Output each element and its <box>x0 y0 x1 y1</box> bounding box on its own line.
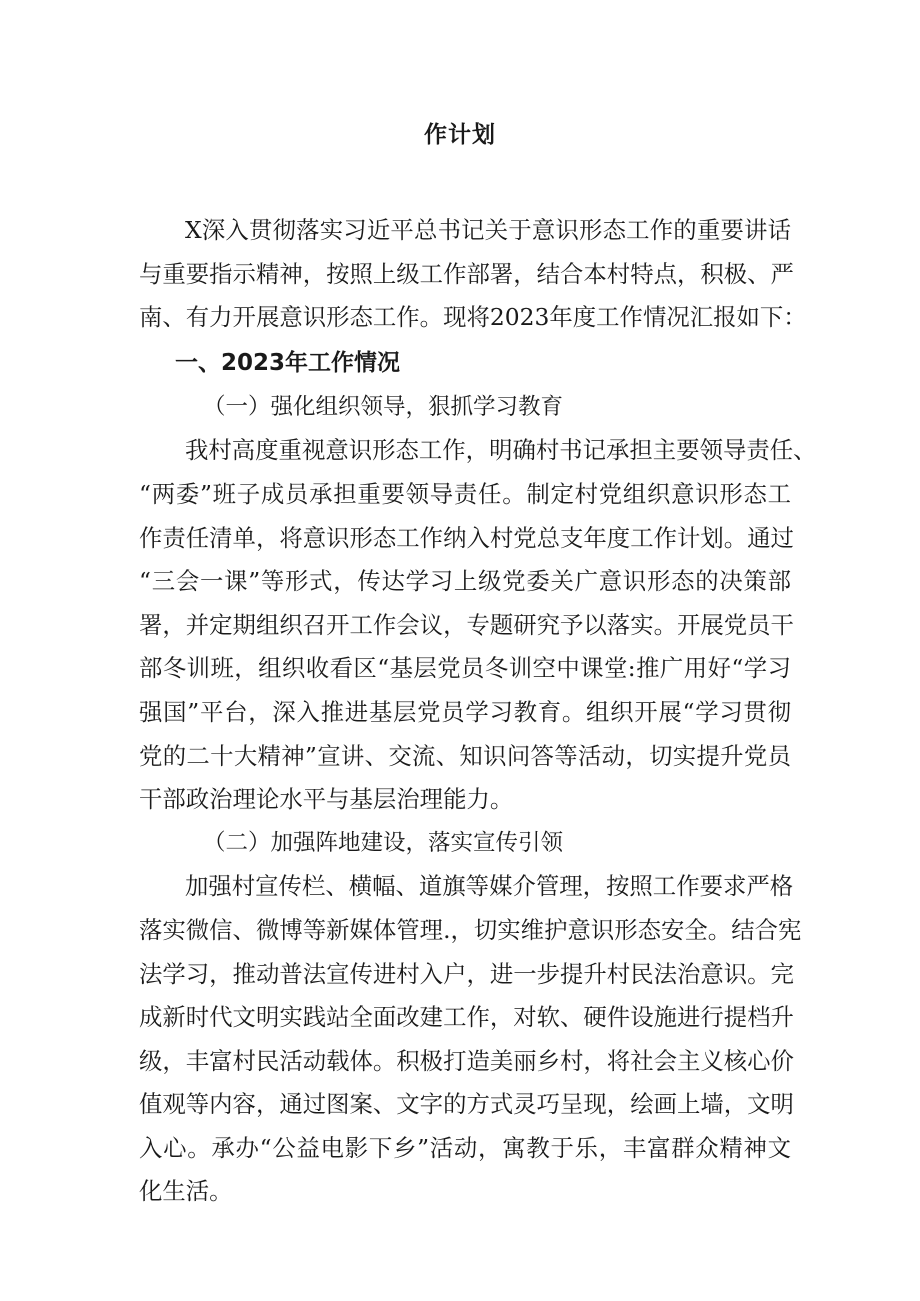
paragraph-line: 值观等内容，通过图案、文字的方式灵巧呈现，绘画上墙，文明 <box>139 1090 794 1119</box>
paragraph-line: 作责任清单，将意识形态工作纳入村党总支年度工作计划。通过 <box>139 523 794 552</box>
paragraph-line: “三会一课”等形式，传达学习上级党委关广意识形态的决策部 <box>139 567 791 596</box>
paragraph-line: 强国”平台，深入推进基层党员学习教育。组织开展“学习贯彻 <box>139 697 791 726</box>
paragraph-line: 化生活。 <box>139 1177 233 1206</box>
paragraph-line: 加强村宣传栏、横幅、道旗等媒介管理，按照工作要求严格 <box>185 872 794 901</box>
paragraph-line: 党的二十大精神”宣讲、交流、知识问答等活动，切实提升党员 <box>139 741 791 770</box>
paragraph-line: 落实微信、微博等新媒体管理.，切实维护意识形态安全。结合宪 <box>139 915 802 944</box>
document-title: 作计划 <box>424 122 496 148</box>
paragraph-line: 干部政治理论水平与基层治理能力。 <box>139 785 514 814</box>
subsection-heading: （二）加强阵地建设，落实宣传引领 <box>203 829 564 856</box>
paragraph-line: 成新时代文明实践站全面改建工作，对软、硬件设施进行提档升 <box>139 1003 794 1032</box>
intro-line: 与重要指示精神，按照上级工作部署，结合本村特点，积极、严 <box>139 259 794 288</box>
paragraph-line: 署，并定期组织召开工作会议，专题研究予以落实。开展党员干 <box>139 610 794 639</box>
paragraph-line: 级，丰富村民活动载体。积极打造美丽乡村，将社会主义核心价 <box>139 1046 794 1075</box>
paragraph-line: 部冬训班，组织收看区“基层党员冬训空中课堂:推广用好“学习 <box>139 654 791 683</box>
section-heading: 一、2023年工作情况 <box>175 349 401 376</box>
paragraph-line: 法学习，推动普法宣传进村入户，进一步提升村民法治意识。完 <box>139 959 794 988</box>
intro-line: 南、有力开展意识形态工作。现将2023年度工作情况汇报如下： <box>139 303 807 332</box>
subsection-heading: （一）强化组织领导，狠抓学习教育 <box>203 393 564 420</box>
intro-line: X深入贯彻落实习近平总书记关于意识形态工作的重要讲话 <box>185 216 791 244</box>
paragraph-line: “两委”班子成员承担重要领导责任。制定村党组织意识形态工 <box>139 479 791 508</box>
paragraph-line: 我村高度重视意识形态工作，明确村书记承担主要领导责任、 <box>185 436 817 465</box>
document-body <box>139 209 817 1214</box>
paragraph-line: 入心。承办“公益电影下乡”活动，寓教于乐，丰富群众精神文 <box>139 1133 791 1162</box>
